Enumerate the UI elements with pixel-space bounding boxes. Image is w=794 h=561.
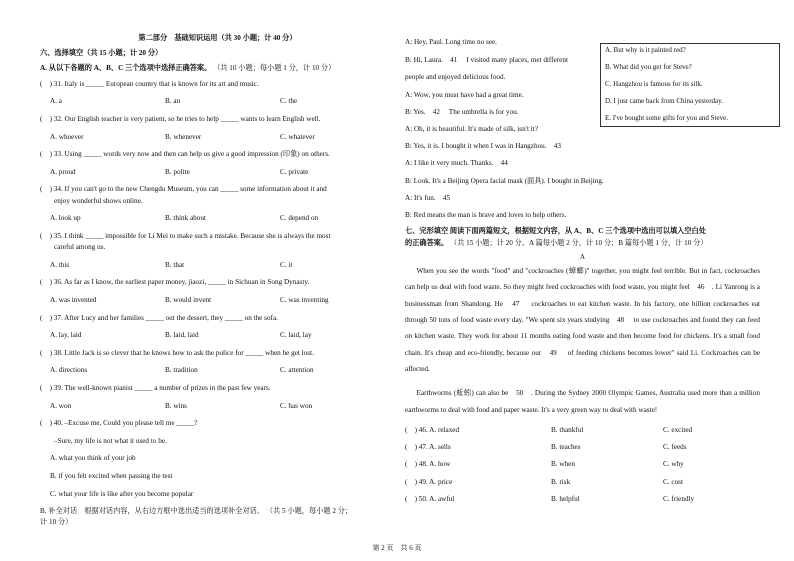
section-six-heading: 六、选择填空（共 15 小题；计 20 分） <box>40 49 163 58</box>
option-b: B. that <box>165 260 185 269</box>
option-a: A. proud <box>50 167 76 176</box>
cloze-c: C. feeds <box>663 443 687 452</box>
dialogue-line: A: I like it very much. Thanks. 44 <box>405 159 508 168</box>
question-35: ( ) 35. I think _____ impossible for Li Mei to make such a mistake. Because she is always the most <box>40 231 331 240</box>
option-c: C. has won <box>280 401 313 410</box>
question-36: ( ) 36. As far as I know, the earliest paper money, jiaozi, _____ in Sichuan in Song Dynasty. <box>40 278 310 287</box>
option-b: B. polite <box>165 167 190 176</box>
dialogue-line: B: Yes, it is. I bought it when I was in Hangzhou. 43 <box>405 142 561 151</box>
passage-label: A <box>579 252 586 261</box>
dialogue-options-box <box>600 43 780 127</box>
question-39: ( ) 39. The well-known pianist _____ a number of prizes in the past few years. <box>40 383 271 392</box>
option-a: A. whoever <box>50 132 84 141</box>
section-six-a-heading <box>40 64 395 72</box>
option-b: B. think about <box>165 214 206 223</box>
option-a: A. look up <box>50 214 81 223</box>
option-c: C. whatever <box>280 132 315 141</box>
cloze-b: B. teaches <box>551 443 581 452</box>
page-footer: 第 2 页 共 6 页 <box>372 544 422 552</box>
cloze-b: B. when <box>551 460 575 469</box>
cloze-q: ( ) 48. A. how <box>405 460 451 469</box>
cloze-options <box>405 426 760 503</box>
cloze-c: C. excited <box>663 425 693 434</box>
cloze-row-49 <box>405 478 760 486</box>
options-33 <box>40 168 395 176</box>
question-40-reply: –Sure, my life is not what it used to be. <box>54 436 167 445</box>
options-31 <box>40 97 395 105</box>
part-title: 第二部分 基础知识运用（共 30 小题；计 40 分） <box>138 34 297 42</box>
left-column <box>40 34 395 536</box>
option-a: A. directions <box>50 366 88 375</box>
option-c: C. attention <box>280 366 314 375</box>
cloze-row-46 <box>405 426 760 434</box>
cloze-row-47 <box>405 443 760 451</box>
cloze-q: ( ) 46. A. relaxed <box>405 425 460 434</box>
question-34: ( ) 34. If you can't go to the new Chengdu Museum, you can _____ some information about it and <box>40 185 327 194</box>
dialogue-line: B: Yes. 42 The umbrella is for you. <box>405 107 519 116</box>
cloze-c: C. why <box>663 460 684 469</box>
cloze-row-48 <box>405 460 760 468</box>
box-option-d: D. I just came back from China yesterday. <box>605 97 723 105</box>
option-b: B. laid, laid <box>165 331 199 340</box>
dialogue-line: B: Look. It's a Beijing Opera facial mask (面具). I bought in Beijing. <box>405 176 604 185</box>
dialogue-line: A: Hey, Paul. Long time no see. <box>405 38 497 46</box>
sub-b-title: B. 补全对话 根据对话内容，从右边方框中选出适当的选项补全对话。 <box>40 507 265 516</box>
option-c: C. the <box>280 97 298 106</box>
sec7-heading-end: 的正确答案。 <box>405 238 449 247</box>
cloze-q: ( ) 50. A. awful <box>405 495 455 504</box>
option-b: B. whenever <box>165 132 202 141</box>
passage-paragraph-1: When you see the words "food" and "cockroaches (蟑螂)" together, you might feel terrible. But in fact, cockroaches can help us deal with food waste. So they might feed cockroaches with food waste, you might feel 46 . Li Yanrong is a businessman from Shandong. He 47 cockroaches to eat kitchen waste. In his factory, one billion cockroaches eat through 50 tons of food waste every day. "We spent six years studying 48 to use cockroaches and found they can feed on kitchen waste. They work for about 11 months eating food waste and then become food for chickens. It's a small food chain. It's cheap and eco-friendly, because our 49 of feeding chickens becomes lower" said Li. Cockroaches can be affected. <box>405 267 760 373</box>
option-c: C. private <box>280 167 309 176</box>
cloze-c: C. friendly <box>663 495 695 504</box>
box-option-c: C. Hangzhou is famous for its silk. <box>605 80 703 88</box>
dialogue-line: A: Oh, it is beautiful. It's made of silk, isn't it? <box>405 125 538 134</box>
option-a: A. a <box>50 97 62 106</box>
question-31: ( ) 31. Italy is _____ European country that is known for its art and music. <box>40 79 259 88</box>
question-34-cont: enjoy wonderful shows online. <box>54 196 143 205</box>
options-39 <box>40 402 395 410</box>
question-35-cont: careful among us. <box>54 243 106 252</box>
question-33: ( ) 33. Using _____ words very now and then can help us give a good impression (印象) on others. <box>40 150 330 159</box>
cloze-b: B. risk <box>551 477 571 486</box>
options-38 <box>40 366 395 374</box>
passage-paragraph-2: Earthworms (蚯蚓) can also be 50 . During the Sydney 2000 Olympic Games, Australia used more than a million earthworms to deal with food and paper waste. It's a very green way to deal with waste! <box>405 389 760 414</box>
sub-b-note: （共 5 小题，每小题 2 分； <box>265 507 353 516</box>
section-seven-heading: 七、完形填空 阅读下面两篇短文，根据短文内容，从 A、B、C 三个选项中选出可以填入空白处 <box>405 227 706 236</box>
option-c: C. laid, lay <box>280 331 312 340</box>
options-36 <box>40 296 395 304</box>
option-c: C. was inventing <box>280 296 329 305</box>
box-option-e: E. I've bought some gifts for you and Steve. <box>605 114 728 122</box>
cloze-b: B. helpful <box>551 495 580 504</box>
section-seven-heading-cont <box>405 239 760 247</box>
cloze-row-50 <box>405 495 760 503</box>
sub-a-title: A. 从以下各题的 A、B、C 三个选项中选择正确答案。 <box>40 63 212 72</box>
dialogue-line: A: It's fun. 45 <box>405 193 451 202</box>
cloze-q: ( ) 47. A. sells <box>405 443 451 452</box>
option-c: C. it <box>280 260 293 269</box>
option-b: B. would invent <box>165 296 212 305</box>
box-option-a: A. But why is it painted red? <box>605 46 686 54</box>
option-a: A. won <box>50 401 72 410</box>
cloze-c: C. cost <box>663 477 683 486</box>
option-b: B. tradition <box>165 366 198 375</box>
option-c: C. depend on <box>280 214 319 223</box>
cloze-b: B. thankful <box>551 425 584 434</box>
dialogue-line: A: Wow, you must have had a great time. <box>405 90 524 99</box>
question-38: ( ) 38. Little Jack is so clever that he knows how to ask the police for _____ when he get lost. <box>40 348 314 357</box>
option-a: A. was invented <box>50 296 97 305</box>
sub-a-note: （共 10 小题；每小题 1 分，计 10 分） <box>213 63 336 72</box>
question-32: ( ) 32. Our English teacher is very patient, so he tries to help _____ wants to learn English well. <box>40 115 321 124</box>
options-34 <box>40 214 395 222</box>
options-32 <box>40 133 395 141</box>
option-a: A. lay, laid <box>50 331 82 340</box>
q40-option-a: A. what you think of your job <box>50 454 136 463</box>
option-a: A. this <box>50 260 70 269</box>
box-option-b: B. What did you get for Steve? <box>605 63 692 71</box>
options-37 <box>40 331 395 339</box>
sub-b-note-cont: 计 10 分） <box>40 518 73 527</box>
q40-option-b: B. if you felt excited when passing the test <box>50 471 173 480</box>
question-40: ( ) 40. –Excuse me, Could you please tell me _____? <box>40 419 198 428</box>
options-35 <box>40 261 395 269</box>
option-b: B. wins <box>165 401 187 410</box>
question-37: ( ) 37. After Lucy and her families _____ out the dessert, they _____ on the sofa. <box>40 313 278 322</box>
cloze-q: ( ) 49. A. price <box>405 477 453 486</box>
option-b: B. an <box>165 97 181 106</box>
section-six-b-heading <box>40 507 395 515</box>
q40-option-c: C. what your life is like after you become popular <box>50 489 194 498</box>
sec7-note: （共 15 小题；计 20 分。A 篇每小题 2 分，计 10 分；B 篇每小题 1 分，计 10 分） <box>449 238 708 247</box>
question-list <box>40 80 395 527</box>
dialogue-line: people and enjoyed delicious food. <box>405 73 506 82</box>
dialogue-line: B: Hi, Laura. 41 I visited many places, met different <box>405 56 568 65</box>
dialogue-line: B: Red means the man is brave and loves to help others. <box>405 210 567 219</box>
